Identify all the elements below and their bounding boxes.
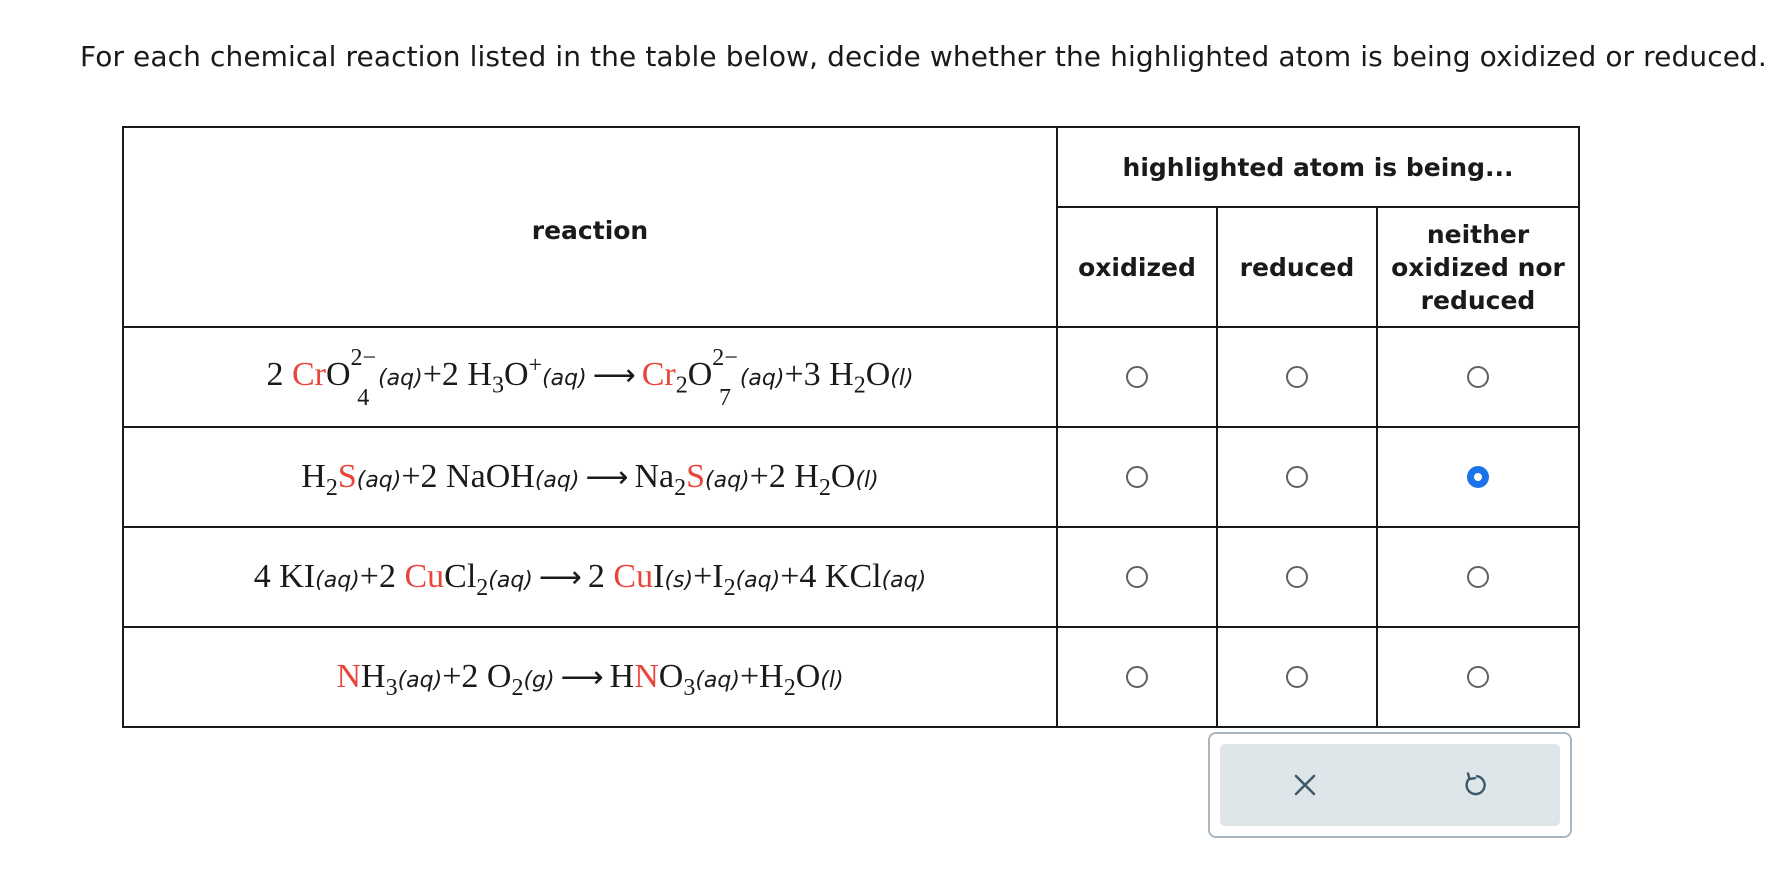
reaction-equation-3: 4 KI(aq)+2 CuCl$_2$(aq) ⟶ 2 $CuI(s)+I_2(aq)+4$ KCl(aq) bbox=[123, 527, 1057, 627]
oxidized-column-header: oxidized bbox=[1057, 207, 1217, 327]
table-row bbox=[123, 627, 1579, 727]
reaction-table bbox=[122, 126, 1580, 728]
radio-r3-oxidized[interactable] bbox=[1126, 566, 1148, 588]
radio-r4-neither[interactable] bbox=[1467, 666, 1489, 688]
undo-icon bbox=[1460, 770, 1490, 800]
radio-r3-reduced[interactable] bbox=[1286, 566, 1308, 588]
answer-actions-panel bbox=[1208, 732, 1572, 838]
radio-r2-reduced[interactable] bbox=[1286, 466, 1308, 488]
question-prompt: For each chemical reaction listed in the table below, decide whether the highlighted atom is being oxidized or reduced. bbox=[80, 40, 1767, 73]
reduced-column-header: reduced bbox=[1217, 207, 1377, 327]
radio-r4-reduced[interactable] bbox=[1286, 666, 1308, 688]
radio-r4-oxidized[interactable] bbox=[1126, 666, 1148, 688]
radio-r2-neither[interactable] bbox=[1467, 466, 1489, 488]
radio-r1-oxidized[interactable] bbox=[1126, 366, 1148, 388]
reaction-equation-4: $NH_3(aq)+2$ $O_2(g)$ ⟶ $HNO_3(aq)+H_2O(l)$ bbox=[123, 627, 1057, 727]
table-row bbox=[123, 527, 1579, 627]
radio-r1-reduced[interactable] bbox=[1286, 366, 1308, 388]
clear-button[interactable] bbox=[1220, 744, 1390, 826]
table-row bbox=[123, 427, 1579, 527]
x-icon bbox=[1290, 770, 1320, 800]
reaction-equation-2: $H_2S(aq)+2$ NaOH(aq) ⟶ $Na_2S(aq)+2$ $H_2O(l)$ bbox=[123, 427, 1057, 527]
reaction-column-header: reaction bbox=[123, 127, 1057, 327]
reaction-equation-1: 2 CrO 2− 4 (aq)+2 $H_3O^+(aq)$ ⟶ $Cr_2O$ 2− 7 (aq)+3 $H_2O(l)$ bbox=[123, 327, 1057, 427]
highlighted-atom-group-header: highlighted atom is being... bbox=[1057, 127, 1579, 207]
radio-r2-oxidized[interactable] bbox=[1126, 466, 1148, 488]
table-row bbox=[123, 327, 1579, 427]
radio-r1-neither[interactable] bbox=[1467, 366, 1489, 388]
answer-actions-bar bbox=[1220, 744, 1560, 826]
radio-r3-neither[interactable] bbox=[1467, 566, 1489, 588]
undo-button[interactable] bbox=[1390, 744, 1560, 826]
neither-column-header: neither oxidized nor reduced bbox=[1377, 207, 1579, 327]
